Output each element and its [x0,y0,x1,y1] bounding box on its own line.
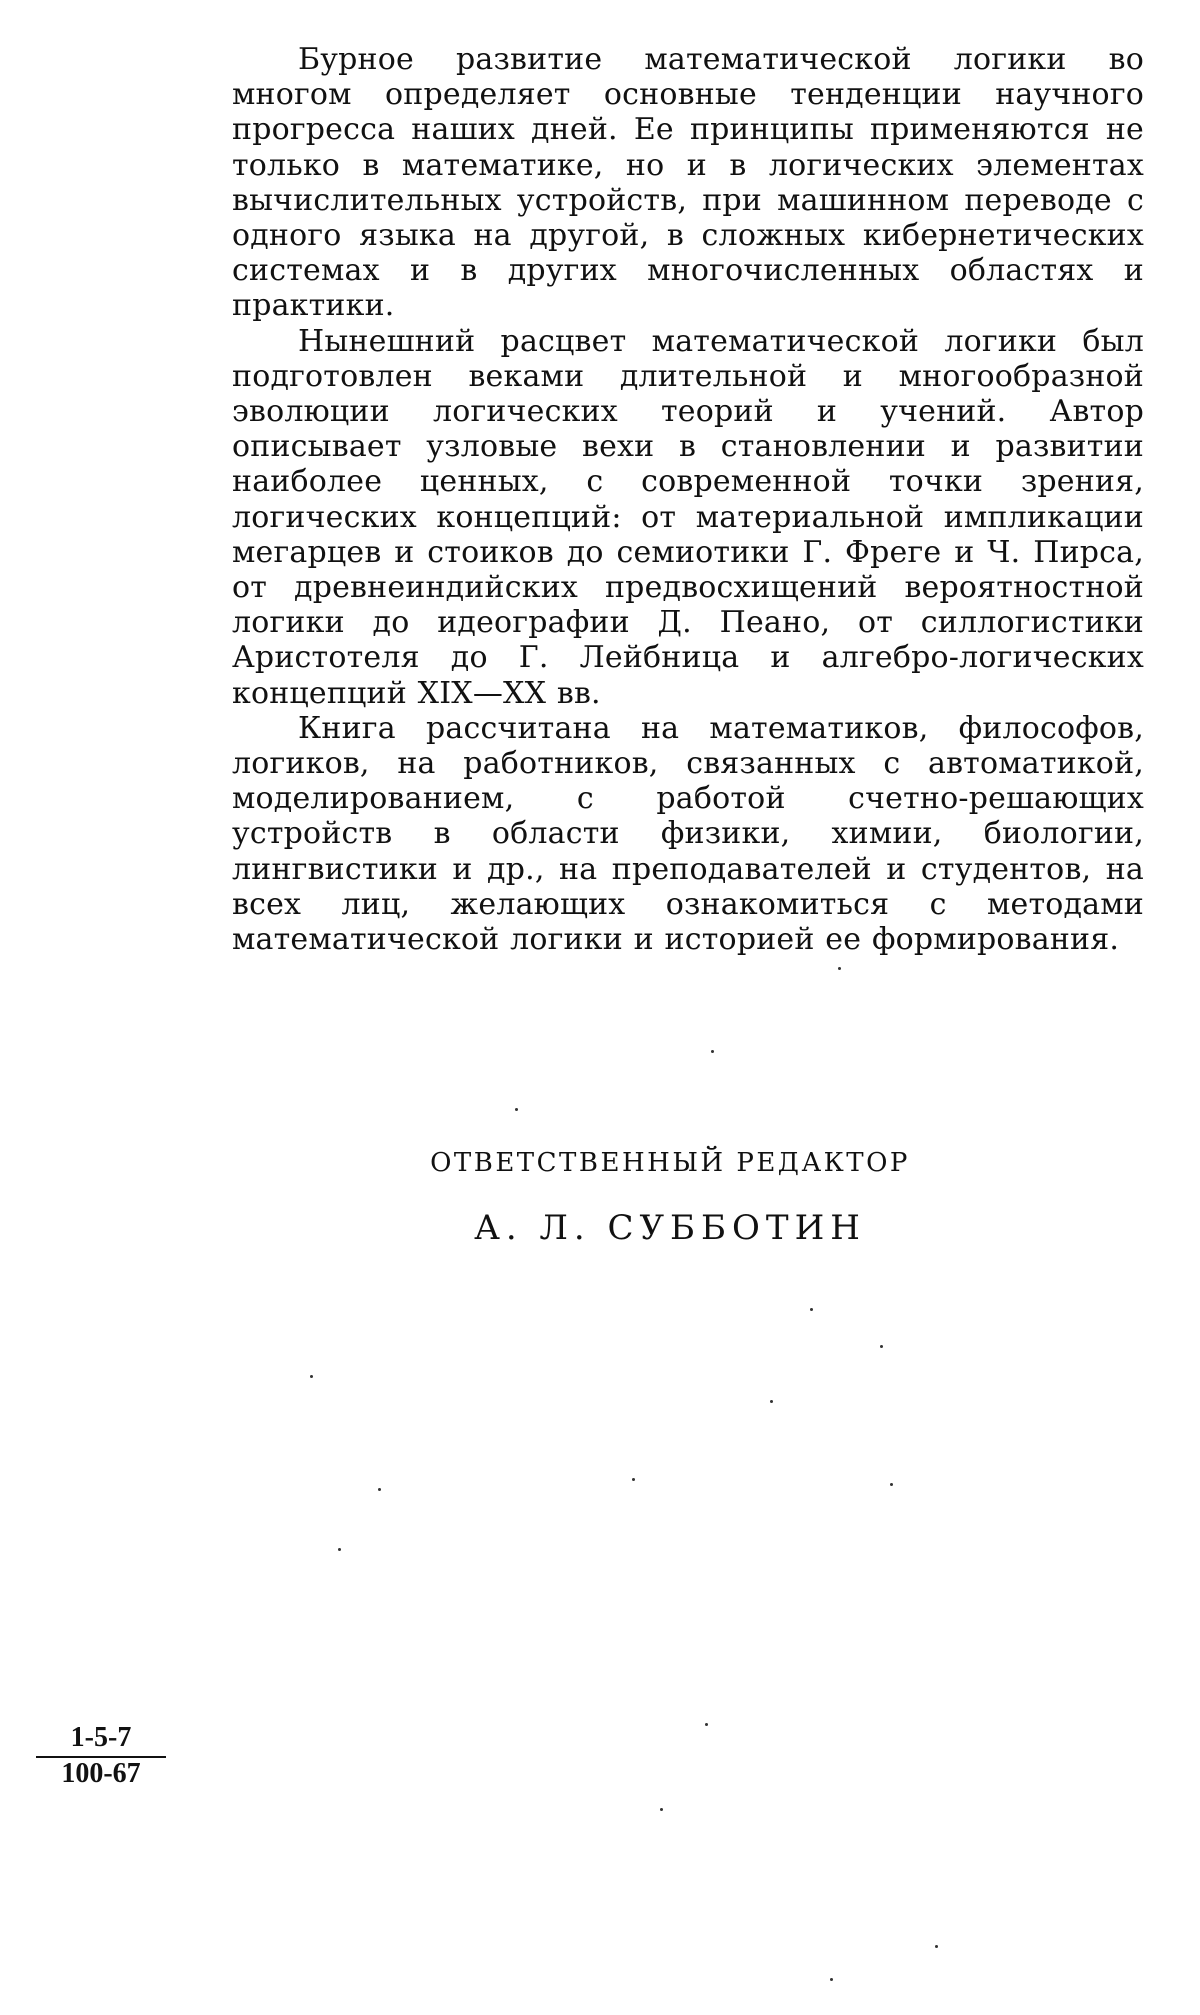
scan-speck [705,1723,708,1726]
scan-speck [515,1108,518,1111]
scan-speck [711,1050,714,1053]
responsible-editor-heading: ОТВЕТСТВЕННЫЙ РЕДАКТОР [430,1148,910,1178]
scan-speck [632,1478,635,1481]
responsible-editor-name: А. Л. СУББОТИН [474,1208,866,1248]
annotation-paragraph-1: Бурное развитие математической логики во многом определяет основные тенденции научного прогресса наших дней. Ее принципы применяются не только в математике, но и в логических элементах вычислительных устройств, при машинном переводе с одного языка на другой, в сложных кибернетических системах и в других многочисленных областях и практики. [232,42,1144,324]
scan-speck [338,1548,341,1551]
scan-speck [935,1945,938,1948]
scan-speck [660,1808,663,1811]
scan-speck [310,1375,313,1378]
publication-index-code [36,1722,166,1790]
scan-speck [378,1488,381,1491]
annotation-text [232,42,1144,957]
annotation-paragraph-2: Нынешний расцвет математической логики был подготовлен веками длительной и многообразной эволюции логических теорий и учений. Автор описывает узловые вехи в становлении и развитии наиболее ценных, с современной точки зрения, логических концепций: от материальной импликации мегарцев и стоиков до семиотики Г. Фреге и Ч. Пирса, от древнеиндийских предвосхищений вероятностной логики до идеографии Д. Пеано, от силлогистики Аристотеля до Г. Лейбница и алгебро-логических концепций XIX—XX вв. [232,323,1144,711]
scan-speck [770,1400,773,1403]
index-code-denominator: 100-67 [61,1758,141,1789]
scan-speck [880,1345,883,1348]
scan-speck [810,1308,813,1311]
annotation-paragraph-3: Книга рассчитана на математиков, философов, логиков, на работников, связанных с автоматикой, моделированием, с работой счетно-решающих устройств в области физики, химии, биологии, лингвистики и др., на преподавателей и студентов, на всех лиц, желающих ознакомиться с методами математической логики и историей ее формирования. [232,710,1144,958]
scan-speck [830,1978,833,1981]
scan-speck [890,1483,893,1486]
index-code-numerator: 1-5-7 [36,1722,166,1758]
scan-speck [838,967,841,970]
